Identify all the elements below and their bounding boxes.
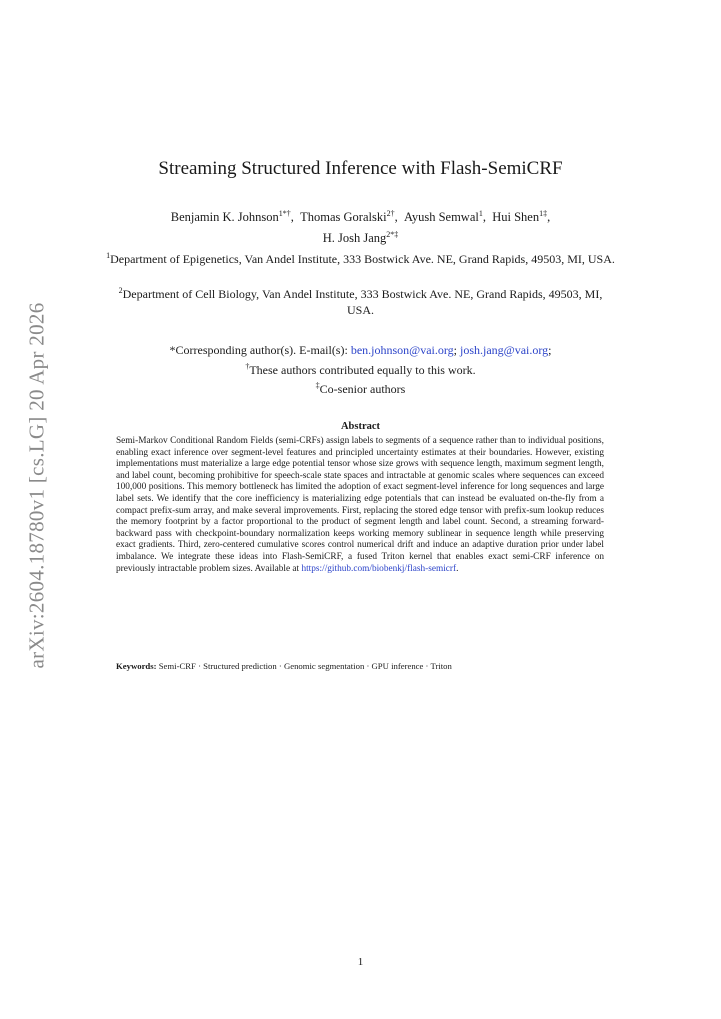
keywords: [116, 661, 604, 671]
page-number: 1: [357, 956, 364, 968]
paper-title: Streaming Structured Inference with Flash-SemiCRF: [158, 158, 563, 179]
arxiv-identifier-text: arXiv:2604.18780v1 [cs.LG] 20 Apr 2026: [24, 301, 49, 669]
author: Ayush Semwal$^1$,: [403, 209, 490, 225]
repository-link[interactable]: https://github.com/biobenkj/flash-semicrf: [301, 563, 457, 574]
author: H. Josh Jang$^{2*\ddagger}$: [322, 230, 399, 246]
keywords-list: Semi-CRF · Structured prediction · Genomic segmentation · GPU inference · Triton: [158, 661, 452, 671]
equal-contribution-note: †These authors contributed equally to this work.: [245, 361, 476, 377]
keywords-label: Keywords:: [116, 661, 157, 671]
abstract-body: Semi-Markov Conditional Random Fields (semi-CRFs) assign labels to segments of a sequence rather than to individual positions, enabling exact inference over segment-level features and principled uncertainty estimates at their boundaries. However, existing implementations must materialize a large edge potential tensor whose size grows with sequence length, maximum segment length, and label count, becoming prohibitive for speech-scale state spaces and intractable at genomic scales where sequences can exceed 100,000 positions. This memory bottleneck has limited the adoption of exact segment-level inference for long sequences and large label sets. We identify that the core inefficiency is materializing edge potentials that can instead be evaluated on-the-fly from a compact prefix-sum array, and make several improvements. First, replacing the stored edge tensor with prefix-sum lookup reduces the memory footprint by a factor proportional to the product of segment length and label count. Second, a streaming forward-backward pass with checkpoint-boundary normalization keeps working memory sublinear in sequence length while preserving exact gradients. Third, zero-centered cumulative scores control numerical drift and induce an adaptive duration prior under label imbalance. We integrate these ideas into Flash-SemiCRF, a fused Triton kernel that enables exact semi-CRF inference on previously intractable problem sizes. Available at https://github.com/biobenkj/flash-semicrf.: [116, 436, 604, 574]
affiliation: $^2$Department of Cell Biology, Van Andel Institute, 333 Bostwick Ave. NE, Grand Rapids, 49503, MI, USA.: [118, 286, 603, 317]
affiliation: $^1$Department of Epigenetics, Van Andel Institute, 333 Bostwick Ave. NE, Grand Rapids, 49503, MI, USA.: [106, 251, 615, 266]
author-marks: 2†: [386, 209, 395, 218]
author-marks: 1*†: [278, 209, 291, 218]
co-senior-note: ‡Co-senior authors: [315, 381, 406, 396]
author-marks: 1‡: [539, 209, 548, 218]
author: Hui Shen$^{1\ddagger}$,: [492, 209, 551, 225]
email-link[interactable]: ben.johnson@vai.org: [350, 343, 454, 357]
author: Thomas Goralski$^{2\dagger}$,: [300, 209, 401, 225]
abstract-heading: Abstract: [340, 421, 381, 432]
affiliation-mark: 1: [106, 251, 111, 260]
author-marks: 2*‡: [386, 230, 399, 240]
author-notes: [0, 343, 721, 398]
author-list: [100, 205, 621, 247]
affiliation-mark: 2: [118, 286, 123, 295]
author: Benjamin K. Johnson$^{1*\dagger}$,: [170, 209, 297, 225]
author-marks: 1: [478, 209, 483, 218]
corresponding-author-note: *Corresponding author(s). E-mail(s): ben.johnson@vai.org; josh.jang@vai.org;: [169, 343, 552, 357]
email-link[interactable]: josh.jang@vai.org: [459, 343, 549, 357]
